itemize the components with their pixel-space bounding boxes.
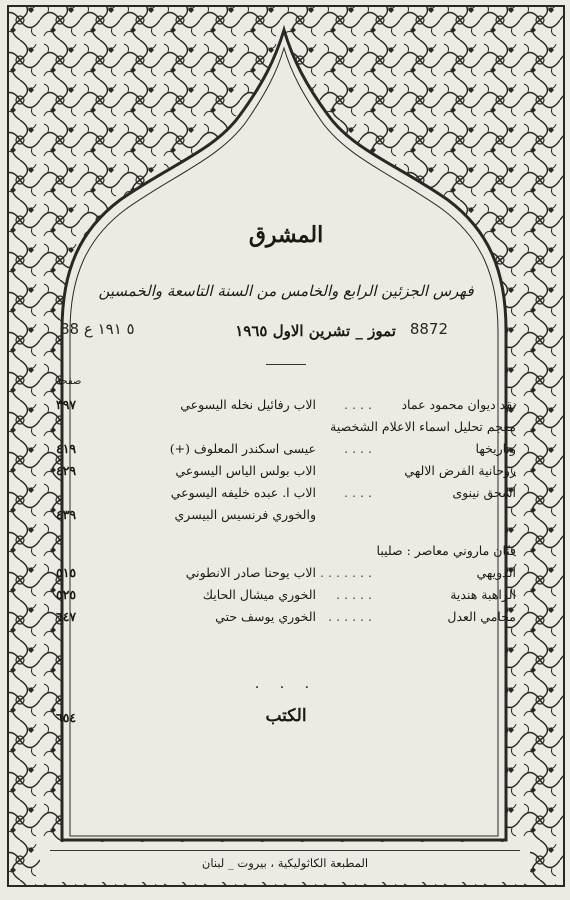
toc-entry [56, 416, 516, 438]
toc-entry [56, 504, 516, 526]
toc-entry [56, 482, 516, 504]
toc-entry [56, 460, 516, 482]
entry-title: الراهبة هندية [450, 587, 516, 602]
table-of-contents [56, 150, 516, 850]
entry-title: فنّان ماروني معاصر : صليبا [376, 543, 516, 558]
toc-list [56, 394, 516, 628]
handwritten-note: 88 ٥ ١٩١ ع [60, 320, 135, 338]
entry-author: الخوري يوسف حتي [215, 609, 316, 624]
divider [266, 364, 306, 365]
leader-dots: .... [344, 485, 376, 500]
toc-entry [56, 540, 516, 562]
footer-divider [50, 850, 520, 851]
entry-author: الاب ا. عبده خليفه اليسوعي [170, 485, 316, 500]
entry-title: محامي العدل [447, 609, 516, 624]
leader-dots: .... [344, 441, 376, 456]
toc-entry [56, 606, 516, 628]
entry-author: الخوري ميشال الحايك [202, 587, 316, 602]
entry-title: الدويهي [476, 565, 516, 580]
entry-author: الاب يوحنا صادر الانطوني [185, 565, 316, 580]
entry-page: ٥١٥ [56, 565, 77, 580]
entry-page: ٣٩٧ [56, 397, 77, 412]
entry-title: وتاريخها [475, 441, 516, 456]
entry-author: الاب رفائيل نخله اليسوعي [180, 397, 316, 412]
toc-entry [56, 562, 516, 584]
toc-entry [56, 584, 516, 606]
entry-page: ٤٢٩ [56, 463, 77, 478]
books-section-page: ٦٥٤ [56, 710, 77, 725]
leader-dots: ...... [328, 609, 376, 624]
entry-page: ٦٤٧ [56, 609, 77, 624]
issue-line [56, 322, 516, 346]
entry-author: عيسى اسكندر المعلوف (+) [169, 441, 316, 456]
printer-imprint: المطبعة الكاثوليكية ، بيروت _ لبنان [201, 856, 369, 870]
leader-dots: .... [344, 397, 376, 412]
leader-dots: ....... [320, 565, 376, 580]
handwritten-number: 8872 [409, 320, 448, 338]
section-ellipsis: · · · [254, 680, 318, 696]
entry-author: الاب بولس الياس اليسوعي [175, 463, 316, 478]
entry-page: ٤٣٩ [56, 507, 77, 522]
entry-title: معجم تحليل اسماء الاعلام الشخصية [330, 419, 516, 434]
leader-dots: ..... [336, 587, 376, 602]
entry-page: ٥٢٥ [56, 587, 77, 602]
entry-title: اسحق نينوى [452, 485, 516, 500]
index-subtitle: فهرس الجزئين الرابع والخامس من السنة التاسعة والخمسين [98, 282, 474, 300]
entry-page: ٤١٩ [56, 441, 77, 456]
magazine-title: المشرق [248, 222, 324, 248]
toc-entry [56, 394, 516, 416]
issue-date: تموز _ تشرين الاول ١٩٦٥ [235, 322, 396, 340]
entry-title: روحانية الفرض الالهي [404, 463, 516, 478]
books-section-title: الكتب [265, 706, 307, 726]
page-column-label: صفحة [56, 376, 82, 387]
toc-entry [56, 438, 516, 460]
entry-title: نقد ديوان محمود عماد [401, 397, 516, 412]
entry-author: والخوري فرنسيس البيسري [174, 507, 316, 522]
